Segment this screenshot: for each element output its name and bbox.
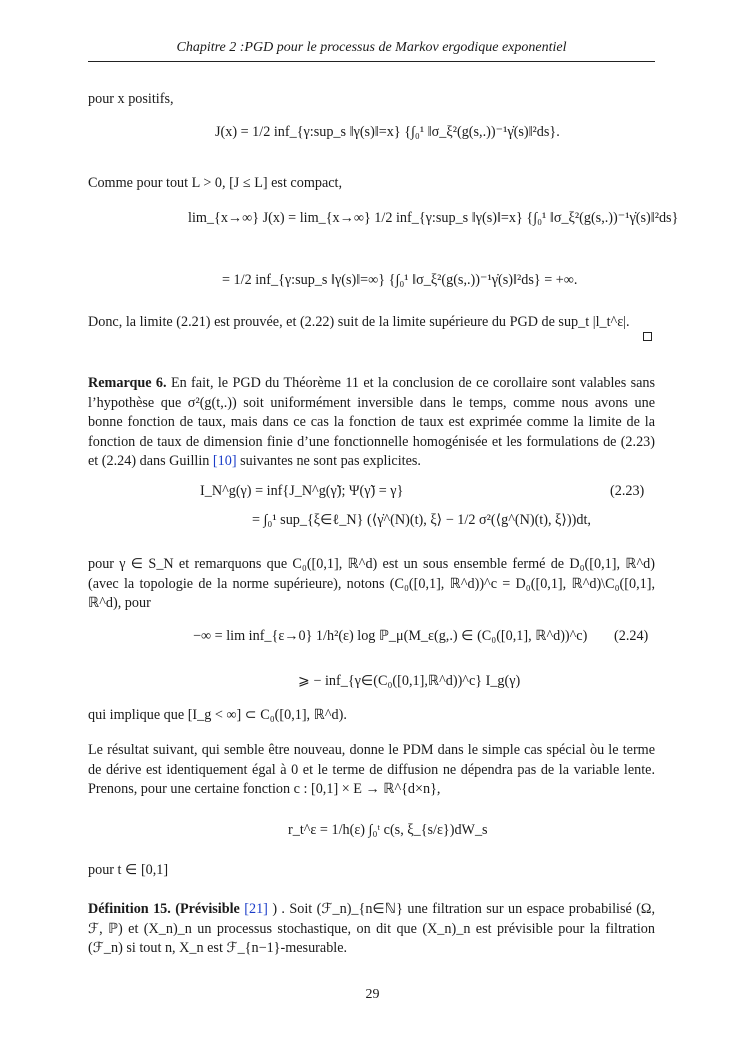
equation-3: = 1/2 inf_{γ:sup_s ‖γ(s)‖=∞} {∫₀¹ ‖σ_ξ²(g(s,.))⁻¹γ̇(s)‖²ds} = +∞. bbox=[222, 272, 578, 288]
citation-21[interactable]: [21] bbox=[244, 901, 268, 917]
equation-1: J(x) = 1/2 inf_{γ:sup_s ‖γ(s)‖=x} {∫₀¹ ‖σ_ξ²(g(s,.))⁻¹γ̇(s)‖²ds}. bbox=[215, 124, 560, 140]
definition-text: ) . Soit (ℱ_n)_{n∈ℕ} une filtration sur un espace probabilisé (Ω, ℱ, ℙ) et (X_n)_n un processus stochastique, on dit que (X_n)_n est prévisible pour la filtration (ℱ_n) si tout n, X_n est ℱ_{n−1}-mesurable. bbox=[88, 901, 656, 956]
header-rule bbox=[88, 61, 655, 62]
definition-15 bbox=[88, 900, 655, 959]
paragraph-7: pour t ∈ [0,1] bbox=[88, 862, 169, 878]
citation-10[interactable]: [10] bbox=[212, 453, 237, 469]
paragraph-6: Le résultat suivant, qui semble être nouveau, donne le PDM dans le simple cas spécial òu le terme de dérive est identiquement égal à 0 et le terme de diffusion ne dépendra pas de la variable lente. Prenons, pour une certaine fonction c : [0,1] × E → ℝ^{d×n}, bbox=[88, 742, 655, 797]
paragraph-5: qui implique que [I_g < ∞] ⊂ C₀([0,1], ℝ^d). bbox=[88, 707, 347, 723]
equation-number-2-24: (2.24) bbox=[614, 628, 649, 644]
paragraph-4: pour γ ∈ S_N et remarquons que C₀([0,1], ℝ^d) est un sous ensemble fermé de D₀([0,1], ℝ^d)(avec la topologie de la norme supérieure), notons (C₀([0,1], ℝ^d))^c = D₀([0,1], ℝ^d)\C₀([0,1], ℝ^d), pour bbox=[88, 556, 655, 611]
remark-text: En fait, le PGD du Théorème 11 et la conclusion de ce corollaire sont valables sans l’hypothèse que σ²(g(t,.)) soit uniformément inversible dans le temps, comme nous avons une bonne fonction de taux, mais dans ce cas la fonction de taux est exprimée comme la limite de la fonction de taux de dimension finie d’une fonctionnelle homogénisée et les formulations de (2.23) et (2.24) dans Guillin bbox=[88, 375, 656, 469]
qed-box bbox=[643, 332, 652, 341]
equation-r-t: r_t^ε = 1/h(ε) ∫₀ᵗ c(s, ξ_{s/ε})dW_s bbox=[288, 822, 488, 838]
paragraph-1: pour x positifs, bbox=[88, 91, 174, 107]
definition-name: (Prévisible bbox=[175, 901, 240, 917]
paragraph-2: Comme pour tout L > 0, [J ≤ L] est compact, bbox=[88, 175, 343, 191]
equation-2-24-line-2: ⩾ − inf_{γ∈(C₀([0,1],ℝ^d))^c} I_g(γ) bbox=[298, 673, 521, 689]
paragraph-3: Donc, la limite (2.21) est prouvée, et (2.22) suit de la limite supérieure du PGD de sup_t |l_t^ε|. bbox=[88, 314, 630, 330]
equation-2-23-line-1: I_N^g(γ) = inf{J_N^g(γ̃); Ψ(γ̃) = γ} bbox=[200, 483, 404, 499]
equation-2: lim_{x→∞} J(x) = lim_{x→∞} 1/2 inf_{γ:sup_s ‖γ(s)‖=x} {∫₀¹ ‖σ_ξ²(g(s,.))⁻¹γ̇(s)‖²ds} bbox=[188, 210, 679, 226]
equation-2-23-line-2: = ∫₀¹ sup_{ξ∈ℓ_N} (⟨γ̇^(N)(t), ξ⟩ − 1/2 σ²(⟨g^(N)(t), ξ⟩))dt, bbox=[252, 512, 591, 528]
equation-number-2-23: (2.23) bbox=[610, 483, 645, 499]
remark-6 bbox=[88, 374, 655, 472]
running-header: Chapitre 2 :PGD pour le processus de Markov ergodique exponentiel bbox=[176, 40, 567, 55]
definition-label: Définition 15. bbox=[88, 901, 171, 917]
equation-2-24-line-1: −∞ = lim inf_{ε→0} 1/h²(ε) log ℙ_μ(M_ε(g,.) ∈ (C₀([0,1], ℝ^d))^c) bbox=[193, 628, 588, 644]
remark-label: Remarque 6. bbox=[88, 375, 167, 391]
remark-tail: suivantes ne sont pas explicites. bbox=[240, 453, 421, 469]
page-number: 29 bbox=[365, 987, 380, 1002]
